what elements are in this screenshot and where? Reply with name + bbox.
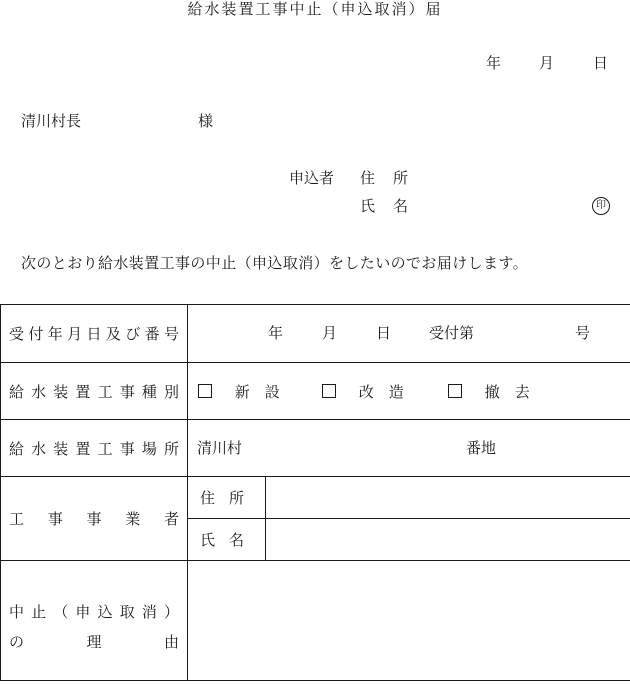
applicant-label: 申込者 xyxy=(289,169,335,187)
option-modify-label: 改 造 xyxy=(358,383,404,401)
addressee-name: 清川村長 xyxy=(21,112,82,130)
reception-month: 月 xyxy=(322,324,338,342)
reception-no-suffix: 号 xyxy=(575,324,591,342)
option-remove-label: 撤 去 xyxy=(484,383,530,401)
location-cell[interactable] xyxy=(188,420,630,477)
seal-icon: 印 xyxy=(592,197,610,215)
reason-label-line1: 中止（申込取消） xyxy=(9,603,179,621)
date-year-label: 年 xyxy=(486,54,502,72)
checkbox-modify[interactable] xyxy=(322,384,336,398)
form-title: 給水装置工事中止（申込取消）届 xyxy=(187,0,443,18)
location-label: 給水装置工事場所 xyxy=(1,420,188,477)
date-day-label: 日 xyxy=(593,54,609,72)
option-remove[interactable] xyxy=(448,384,530,400)
reason-field[interactable] xyxy=(188,561,630,681)
type-label: 給水装置工事種別 xyxy=(1,363,188,420)
applicant-name-label: 氏名 xyxy=(360,197,427,215)
contractor-address-label: 住所 xyxy=(188,477,266,519)
table-row-reception xyxy=(1,305,630,363)
table-row-location xyxy=(1,420,630,477)
application-table xyxy=(0,304,630,681)
type-cell xyxy=(188,363,630,420)
reception-cell[interactable] xyxy=(188,305,630,363)
table-row-type xyxy=(1,363,630,420)
reception-label: 受付年月日及び番号 xyxy=(1,305,188,363)
addressee-suffix: 様 xyxy=(198,112,214,130)
location-village: 清川村 xyxy=(197,439,243,457)
option-modify[interactable] xyxy=(322,384,404,400)
date-month-label: 月 xyxy=(539,54,555,72)
option-new[interactable] xyxy=(198,384,280,400)
location-banchi: 番地 xyxy=(466,439,497,457)
table-row-contractor-address xyxy=(1,477,630,519)
contractor-label: 工事事業者 xyxy=(1,477,188,561)
contractor-name-field[interactable] xyxy=(266,519,630,561)
option-new-label: 新 設 xyxy=(234,383,280,401)
applicant-address-label: 住所 xyxy=(360,169,427,187)
contractor-name-label: 氏名 xyxy=(188,519,266,561)
intro-text: 次のとおり給水装置工事の中止（申込取消）をしたいのでお届けします。 xyxy=(21,254,529,272)
reception-year: 年 xyxy=(268,324,284,342)
reason-label-line2: の理由 xyxy=(9,633,179,651)
checkbox-remove[interactable] xyxy=(448,384,462,398)
reason-label xyxy=(1,561,188,681)
checkbox-new[interactable] xyxy=(198,384,212,398)
contractor-address-field[interactable] xyxy=(266,477,630,519)
reception-no-prefix: 受付第 xyxy=(429,324,475,342)
reception-day: 日 xyxy=(376,324,392,342)
table-row-reason xyxy=(1,561,630,681)
